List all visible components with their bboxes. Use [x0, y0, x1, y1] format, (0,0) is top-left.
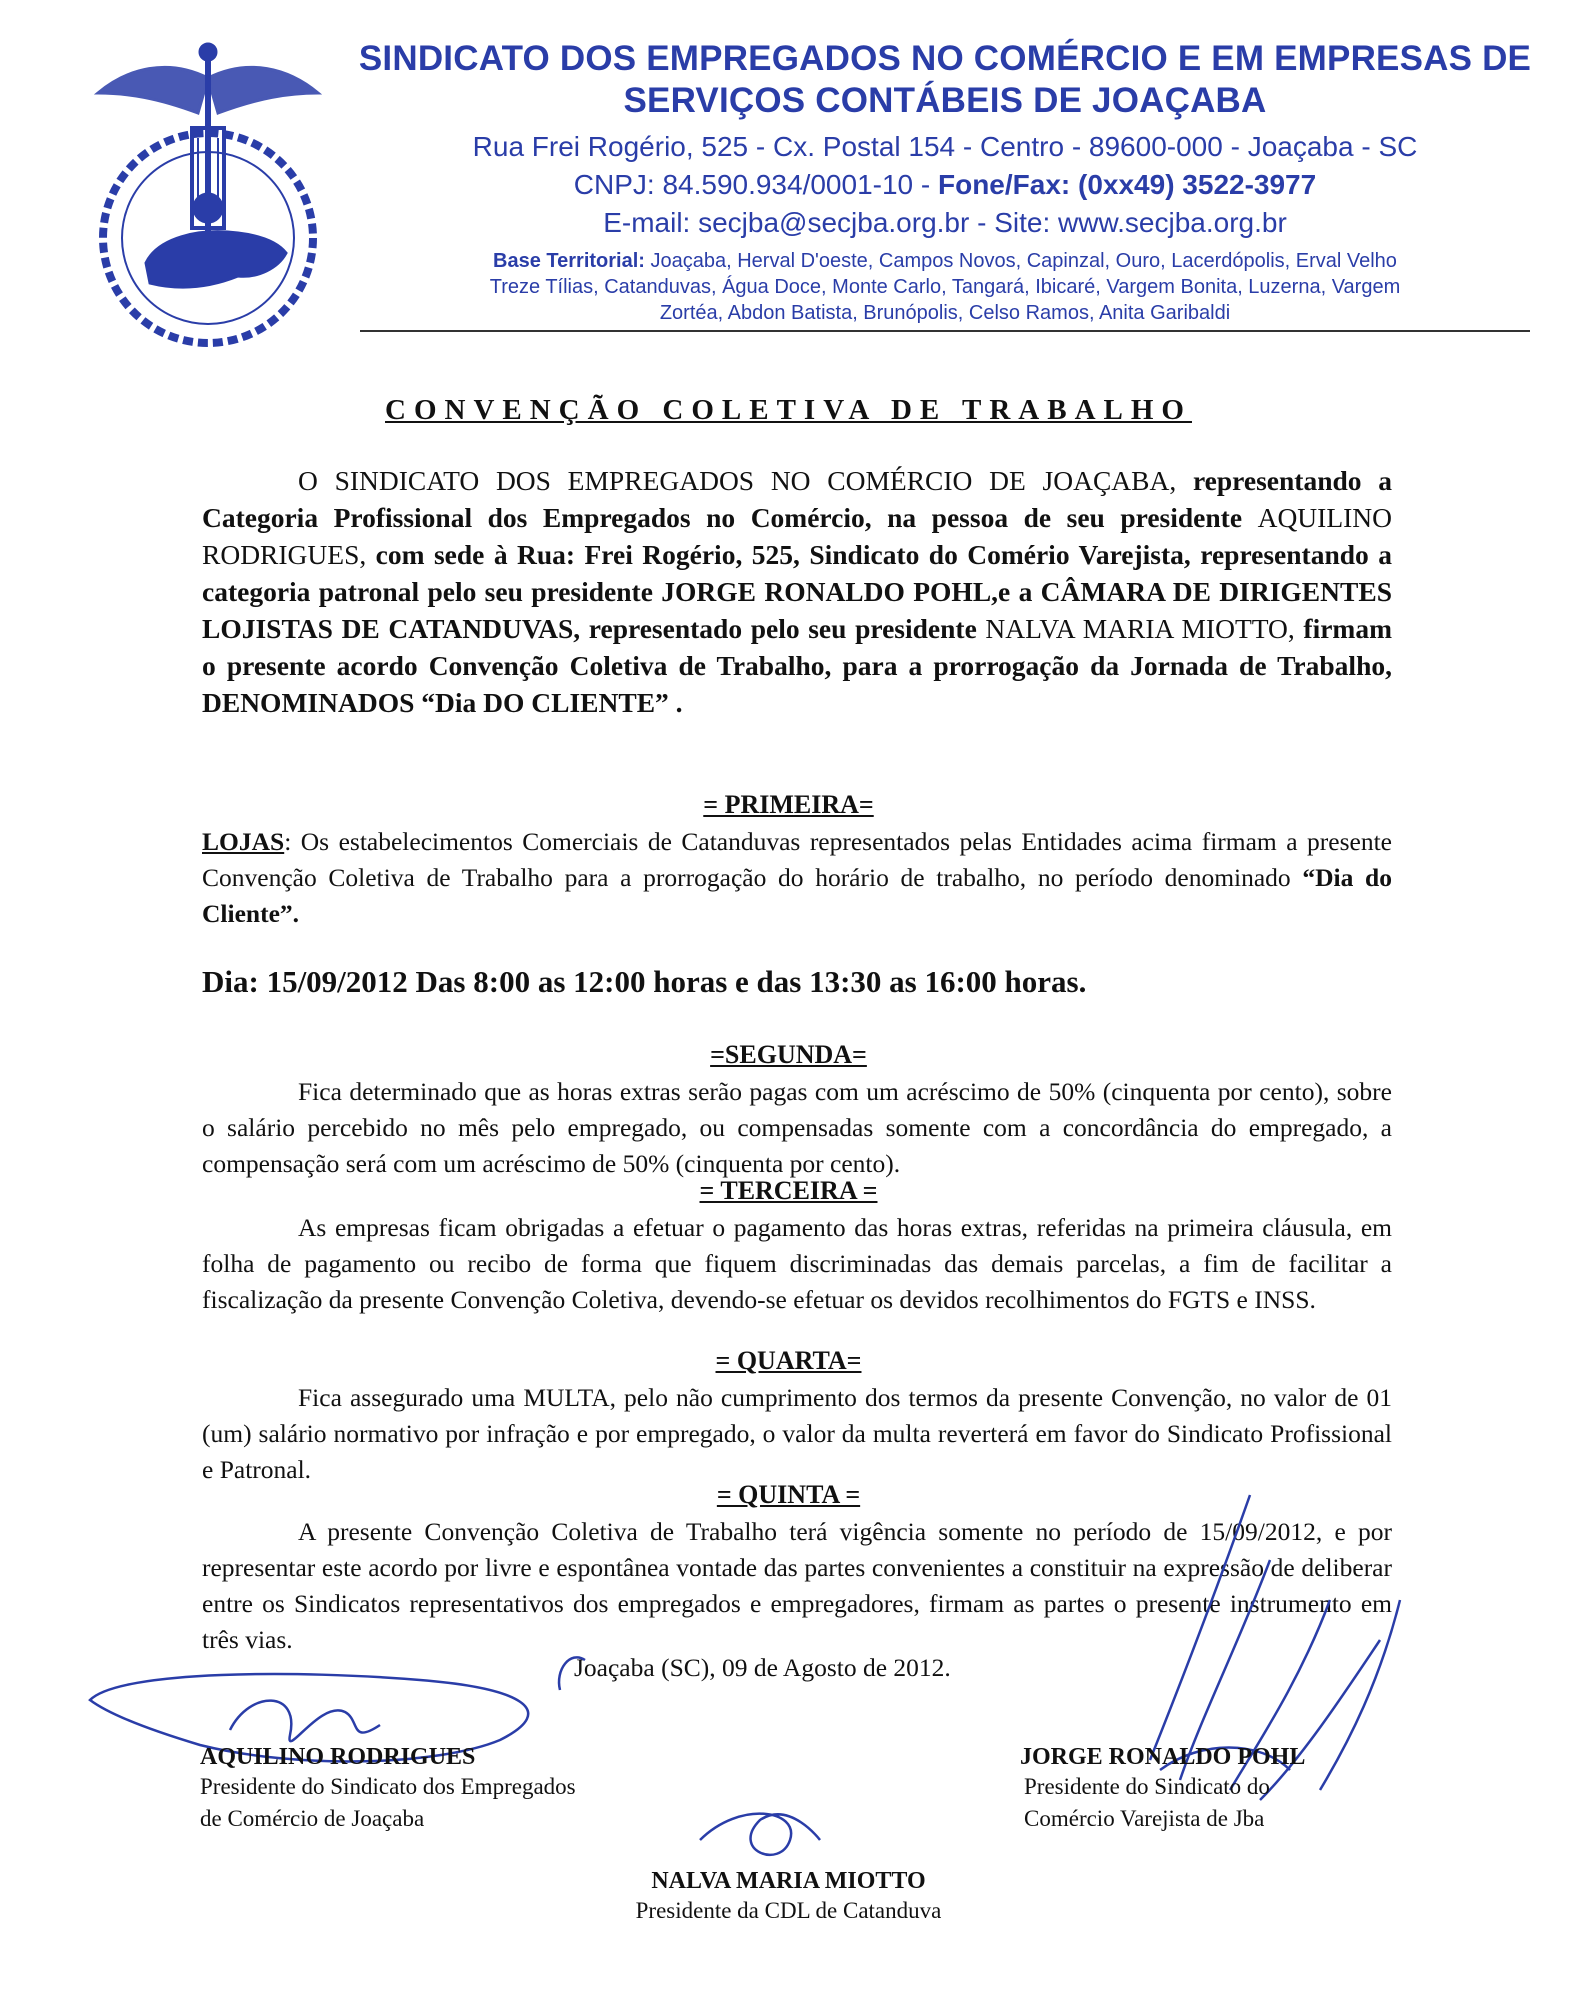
territorial-base-line1: Joaçaba, Herval D'oeste, Campos Novos, Capinzal, Ouro, Lacerdópolis, Erval Velho — [644, 250, 1397, 272]
territorial-base — [340, 248, 1550, 326]
signature-role-nalva: Presidente da CDL de Catanduva — [635, 1898, 942, 1923]
territorial-base-line2: Treze Tílias, Catanduvas, Água Doce, Monte Carlo, Tangará, Ibicaré, Vargem Bonita, Luzerna, Vargem — [489, 276, 1401, 298]
terceira-body: As empresas ficam obrigadas a efetuar o pagamento das horas extras, referidas na primeira cláusula, em folha de pagamento ou recibo de forma que fiquem discriminadas das demais parcelas, a fim de facilitar a fiscalização da presente Convenção Coletiva, devendo-se efetuar os devidos recolhimentos do FGTS e INSS. — [202, 1213, 1392, 1314]
primeira-body: : Os estabelecimentos Comerciais de Catanduvas representados pelas Entidades acima firmam a presente Convenção Coletiva de Trabalho para a prorrogação do horário de trabalho, no período denominado — [202, 827, 1392, 892]
clause-quarta-heading: = QUARTA= — [715, 1346, 862, 1375]
signature-name-nalva: NALVA MARIA MIOTTO — [651, 1868, 926, 1894]
intro-paragraph — [202, 462, 1392, 721]
lojas-label: LOJAS — [202, 827, 285, 856]
primeira-bold: “Dia do Cliente”. — [202, 863, 1392, 928]
quarta-body: Fica assegurado uma MULTA, pelo não cumprimento dos termos da presente Convenção, no valor de 01 (um) salário normativo por infração e por empregado, o valor da multa reverterá em favor do Sindicato Profissional e Patronal. — [202, 1383, 1392, 1484]
cnpj: CNPJ: 84.590.934/0001-10 - — [573, 169, 938, 200]
intro-name-1: AQUILINO RODRIGUES, — [202, 502, 1392, 570]
union-name-line2: SERVIÇOS CONTÁBEIS DE JOAÇABA — [623, 81, 1267, 120]
clause-segunda-text — [202, 1074, 1392, 1182]
document-title: CONVENÇÃO COLETIVA DE TRABALHO — [385, 394, 1192, 426]
intro-bold-2: com sede à Rua: Frei Rogério, 525, Sindicato do Comério Varejista, representando a categoria patronal pelo seu presidente JORGE RONALDO POHL,e a CÂMARA DE DIRIGENTES LOJISTAS DE CATANDUVAS, representado pelo seu presidente — [202, 539, 1392, 644]
clause-primeira-heading: = PRIMEIRA= — [703, 790, 874, 819]
signature-role-jorge-1: Presidente do Sindicato do — [1024, 1774, 1270, 1799]
clause-terceira-heading: = TERCEIRA = — [699, 1176, 878, 1205]
header-divider — [360, 330, 1530, 332]
clause-terceira-text — [202, 1210, 1392, 1318]
territorial-base-label: Base Territorial: — [493, 250, 645, 272]
union-address: Rua Frei Rogério, 525 - Cx. Postal 154 - Centro - 89600-000 - Joaçaba - SC — [472, 131, 1418, 162]
clause-primeira-text — [202, 824, 1392, 932]
signature-role-aquilino-1: Presidente do Sindicato dos Empregados — [200, 1774, 576, 1799]
signature-role-jorge-2: Comércio Varejista de Jba — [1024, 1806, 1265, 1831]
signature-scribble-nalva — [700, 1814, 820, 1855]
territorial-base-line3: Zortéa, Abdon Batista, Brunópolis, Celso Ramos, Anita Garibaldi — [659, 302, 1231, 324]
union-cnpj-phone — [340, 166, 1550, 203]
clause-quarta-text — [202, 1380, 1392, 1488]
segunda-body: Fica determinado que as horas extras serão pagas com um acréscimo de 50% (cinquenta por cento), sobre o salário percebido no mês pelo empregado, ou compensadas somente com a concordância do empregado, a compensação será com um acréscimo de 50% (cinquenta por cento). — [202, 1077, 1392, 1178]
intro-bold-3: firmam o presente acordo Convenção Coletiva de Trabalho, para a prorrogação da Jornada de Trabalho, DENOMINADOS “Dia DO CLIENTE” . — [202, 613, 1392, 718]
intro-lead: O SINDICATO DOS EMPREGADOS NO COMÉRCIO DE JOAÇABA, — [298, 465, 1177, 496]
union-name-line1: SINDICATO DOS EMPREGADOS NO COMÉRCIO E EM EMPRESAS DE — [358, 39, 1532, 78]
signature-name-jorge: JORGE RONALDO POHL — [1020, 1744, 1306, 1770]
signature-name-aquilino: AQUILINO RODRIGUES — [200, 1744, 476, 1770]
signature-role-aquilino-2: de Comércio de Joaçaba — [200, 1806, 425, 1831]
quinta-body: A presente Convenção Coletiva de Trabalho terá vigência somente no período de 15/09/2012, e por representar este acordo por livre e espontânea vontade das partes convenientes a constituir na expressão de deliberar entre os Sindicatos representativos dos empregados e empregadores, firmam as partes o presente instrumento em três vias. — [202, 1517, 1392, 1654]
place-date: Joaçaba (SC), 09 de Agosto de 2012. — [574, 1653, 951, 1682]
clause-segunda-heading: =SEGUNDA= — [710, 1040, 867, 1069]
intro-bold-1: representando a Categoria Profissional dos Empregados no Comércio, na pessoa de seu presidente — [202, 465, 1393, 533]
union-email-site: E-mail: secjba@secjba.org.br - Site: www.secjba.org.br — [603, 207, 1287, 238]
clause-quinta-heading: = QUINTA = — [716, 1480, 861, 1509]
intro-name-2: NALVA MARIA MIOTTO, — [985, 613, 1295, 644]
union-name — [340, 38, 1550, 122]
clause-quinta-text — [202, 1514, 1392, 1658]
phone: Fone/Fax: (0xx49) 3522-3977 — [938, 169, 1317, 200]
union-seal-icon — [88, 38, 328, 358]
client-day-schedule: Dia: 15/09/2012 Das 8:00 as 12:00 horas e das 13:30 as 16:00 horas. — [202, 964, 1087, 999]
